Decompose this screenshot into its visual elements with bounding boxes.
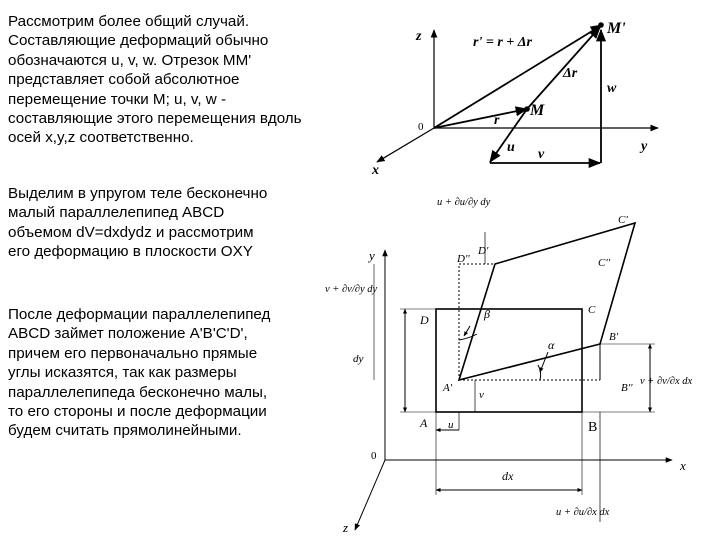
label-y: y <box>641 139 648 154</box>
text-line: перемещение точки M; u, v, w - <box>8 90 227 108</box>
label-M-prime: M' <box>607 20 626 37</box>
text-line: осей x,y,z соответственно. <box>8 129 194 147</box>
label-C-prime: C' <box>618 214 628 226</box>
arrow-beta <box>464 326 470 336</box>
label-x-2: x <box>680 458 686 473</box>
x-axis <box>377 128 434 162</box>
label-delta-r: Δr <box>563 66 578 81</box>
label-M: M <box>530 102 545 119</box>
label-u-2: u <box>448 419 454 431</box>
label-B-prime: B' <box>609 331 619 343</box>
label-r: r <box>494 113 500 128</box>
label-origin-2: 0 <box>371 450 377 462</box>
label-left-v-expr: v + ∂v/∂y dy <box>325 284 378 295</box>
text-line: его деформацию в плоскости OXY <box>8 243 253 261</box>
rectangle-ABCD <box>436 309 582 412</box>
label-u: u <box>507 140 515 155</box>
label-D: D <box>420 313 429 327</box>
text-line: Рассмотрим более общий случай. <box>8 13 250 30</box>
text-line: параллелепипеда бесконечно малы, <box>8 383 268 401</box>
label-x: x <box>372 163 379 178</box>
label-A-prime: A' <box>443 382 453 394</box>
label-D-dprime: D'' <box>457 253 470 265</box>
label-y-2: y <box>369 248 375 263</box>
text-line: После деформации параллелепипед <box>8 306 271 323</box>
text-line: то его стороны и после деформации <box>8 403 267 421</box>
point-M-prime <box>599 23 603 27</box>
label-beta: β <box>484 307 490 321</box>
label-dy: dy <box>353 353 364 365</box>
deformation-labels <box>325 197 692 535</box>
label-v-2: v <box>479 389 484 401</box>
text-line: причем его первоначально прямые <box>8 344 258 362</box>
label-top-u-expr: u + ∂u/∂y dy <box>437 197 491 208</box>
label-A: A <box>420 416 428 430</box>
text-line: малый параллелепипед ABCD <box>8 204 225 222</box>
label-right-v-expr: v + ∂v/∂x dx <box>640 376 693 387</box>
label-alpha: α <box>548 338 555 352</box>
point-M <box>525 107 529 111</box>
text-line: представляет собой абсолютное <box>8 71 240 89</box>
arc-alpha <box>538 365 541 380</box>
label-C-dprime: C'' <box>598 257 611 269</box>
text-line: Выделим в упругом теле бесконечно <box>8 185 268 202</box>
label-v: v <box>538 147 545 162</box>
text-line: Составляющие деформаций обычно <box>8 32 269 50</box>
label-w: w <box>607 81 617 96</box>
text-line: объемом dV=dxdydz и рассмотрим <box>8 223 254 241</box>
label-z: z <box>416 29 422 44</box>
arc-beta <box>459 334 477 340</box>
label-B-dprime: B'' <box>621 382 633 394</box>
label-r-prime-eq: r' = r + Δr <box>473 35 532 50</box>
label-D-prime: D' <box>478 245 489 257</box>
text-line: обозначаются u, v, w. Отрезок MM' <box>8 51 252 69</box>
text-line: углы исказятся, так как размеры <box>8 364 237 382</box>
z-axis-2 <box>355 460 385 530</box>
label-origin: 0 <box>418 121 424 133</box>
arrow-alpha <box>540 352 548 372</box>
deformation-diagram <box>355 223 672 530</box>
label-bottom-u-expr: u + ∂u/∂x dx <box>556 507 610 518</box>
label-z-2: z <box>343 520 349 535</box>
text-line: будем считать прямолинейными. <box>8 422 242 440</box>
label-dx: dx <box>502 469 514 483</box>
text-line: составляющие этого перемещения вдоль <box>8 110 302 128</box>
label-B: B <box>588 420 598 435</box>
displacement-labels <box>371 20 648 178</box>
label-C: C <box>588 304 596 316</box>
text-line: ABCD займет положение A'B'C'D', <box>8 325 248 343</box>
